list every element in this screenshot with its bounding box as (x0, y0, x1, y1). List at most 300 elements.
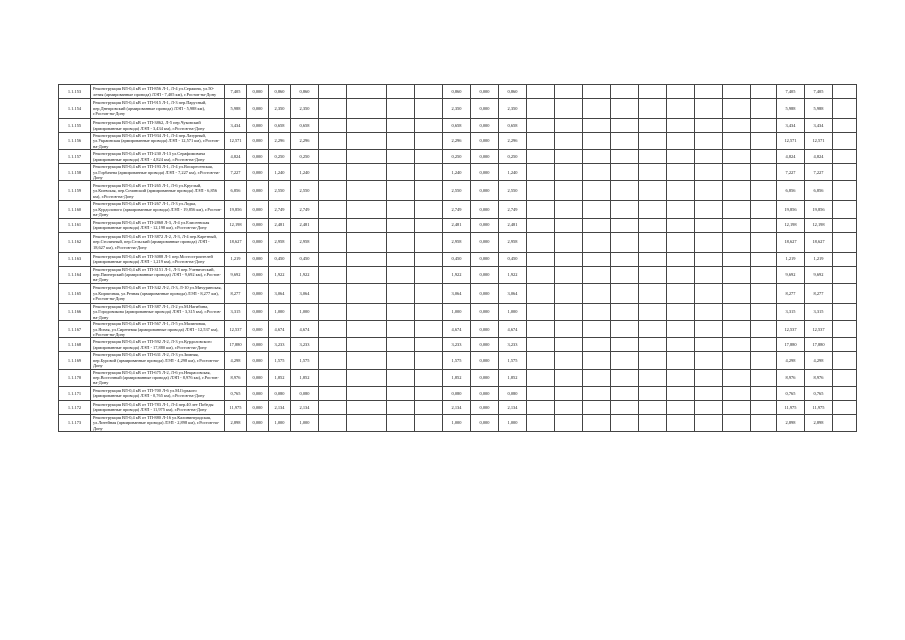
row-number: 1.1.169 (59, 352, 91, 369)
empty-cell (723, 283, 751, 303)
value-cell: 0,000 (247, 252, 269, 266)
empty-cell (527, 133, 555, 150)
empty-cell (415, 164, 443, 181)
empty-cell (555, 181, 583, 201)
empty-cell (751, 181, 777, 201)
empty-cell (387, 352, 415, 369)
empty-cell (695, 266, 723, 283)
value-cell: 0,000 (471, 321, 499, 338)
value-cell: 2,958 (499, 232, 527, 252)
empty-cell (611, 119, 639, 133)
project-name: Реконструкция ВЛ-0,4 кВ от ТП-3151 Л-1, Л-3 пер.Ученический, пер.Пионерский (армированные провода) ЛЭП - 9,692 км), г.Ростов-на-Дону (91, 266, 225, 283)
empty-cell (319, 218, 347, 232)
row-number: 1.1.162 (59, 232, 91, 252)
empty-cell (555, 119, 583, 133)
empty-cell (695, 232, 723, 252)
empty-cell (723, 338, 751, 352)
row-number: 1.1.172 (59, 400, 91, 414)
empty-cell (387, 252, 415, 266)
value-cell: 8,277 (805, 283, 833, 303)
empty-cell (833, 232, 857, 252)
value-cell: 0,000 (247, 266, 269, 283)
empty-cell (667, 85, 695, 99)
empty-cell (723, 133, 751, 150)
empty-cell (639, 266, 667, 283)
empty-cell (319, 119, 347, 133)
row-number: 1.1.156 (59, 133, 91, 150)
empty-cell (695, 338, 723, 352)
empty-cell (667, 99, 695, 119)
empty-cell (555, 352, 583, 369)
empty-cell (667, 164, 695, 181)
empty-cell (387, 218, 415, 232)
empty-cell (387, 283, 415, 303)
value-cell: 11,975 (777, 400, 805, 414)
empty-cell (667, 369, 695, 386)
table-row (59, 85, 857, 99)
row-number: 1.1.168 (59, 338, 91, 352)
row-number: 1.1.170 (59, 369, 91, 386)
empty-cell (751, 303, 777, 320)
empty-cell (319, 133, 347, 150)
empty-cell (833, 321, 857, 338)
empty-cell (833, 85, 857, 99)
value-cell: 3,064 (443, 283, 471, 303)
value-cell: 0,000 (247, 164, 269, 181)
empty-cell (639, 201, 667, 218)
empty-cell (751, 218, 777, 232)
empty-cell (611, 283, 639, 303)
value-cell: 0,000 (471, 99, 499, 119)
value-cell: 1,575 (443, 352, 471, 369)
project-name: Реконструкция ВЛ-0,4 кВ от ТП-265 Л-1, Л-6 ул.Круглый, ул.Киевская, пер.Сочинский (армированные провода) ЛЭП - 6,856 км), г.Ростов-на-Дону (91, 181, 225, 201)
value-cell: 2,958 (291, 232, 319, 252)
empty-cell (667, 201, 695, 218)
value-cell: 0,000 (247, 303, 269, 320)
empty-cell (387, 133, 415, 150)
value-cell: 12,537 (225, 321, 247, 338)
empty-cell (695, 321, 723, 338)
value-cell: 0,658 (443, 119, 471, 133)
project-name: Реконструкция ВЛ-0,4 кВ от ТП-700 Л-6 ул.М.Горького (армированные провода) ЛЭП - 0,765 км), г.Ростов-на-Дону (91, 386, 225, 400)
empty-cell (583, 232, 611, 252)
empty-cell (555, 266, 583, 283)
project-name: Реконструкция ВЛ-0,4 кВ от ТП-342 Л-2, Л-3, Л-10 ул.Мичуринская, ул.Кирпичная, ул.Речная (армированные провода) ЛЭП - 8,277 км), г.Ростов-на-Дону (91, 283, 225, 303)
empty-cell (695, 218, 723, 232)
value-cell: 0,000 (471, 352, 499, 369)
value-cell: 12,198 (777, 218, 805, 232)
table-row (59, 99, 857, 119)
table-row (59, 218, 857, 232)
value-cell: 2,296 (291, 133, 319, 150)
value-cell: 2,350 (443, 99, 471, 119)
value-cell: 2,134 (291, 400, 319, 414)
empty-cell (667, 400, 695, 414)
value-cell: 2,134 (443, 400, 471, 414)
empty-cell (695, 181, 723, 201)
empty-cell (347, 303, 387, 320)
value-cell: 0,000 (471, 400, 499, 414)
value-cell: 0,000 (471, 218, 499, 232)
empty-cell (639, 119, 667, 133)
table-row (59, 352, 857, 369)
value-cell: 0,860 (499, 85, 527, 99)
empty-cell (527, 400, 555, 414)
value-cell: 0,000 (247, 99, 269, 119)
row-number: 1.1.154 (59, 99, 91, 119)
empty-cell (611, 150, 639, 164)
empty-cell (667, 232, 695, 252)
empty-cell (639, 369, 667, 386)
empty-cell (723, 266, 751, 283)
value-cell: 0,000 (471, 232, 499, 252)
empty-cell (639, 338, 667, 352)
value-cell: 1,852 (499, 369, 527, 386)
empty-cell (833, 386, 857, 400)
value-cell: 0,000 (471, 303, 499, 320)
project-name: Реконструкция ВЛ-0,4 кВ от ТП-567 Л-1, Л-5 ул.Малиновая, ул.Ясная, ул.Сиреневая (армированные провода) ЛЭП - 12,537 км), г.Ростов-на-Дону (91, 321, 225, 338)
value-cell: 4,674 (499, 321, 527, 338)
empty-cell (415, 252, 443, 266)
empty-cell (583, 252, 611, 266)
value-cell: 0,250 (291, 150, 319, 164)
empty-cell (319, 232, 347, 252)
value-cell: 0,080 (269, 386, 291, 400)
empty-cell (723, 201, 751, 218)
empty-cell (319, 85, 347, 99)
value-cell: 4,824 (777, 150, 805, 164)
empty-cell (415, 218, 443, 232)
empty-cell (347, 283, 387, 303)
value-cell: 1,240 (291, 164, 319, 181)
table-row (59, 133, 857, 150)
value-cell: 1,240 (499, 164, 527, 181)
table-row (59, 386, 857, 400)
empty-cell (583, 303, 611, 320)
row-number: 1.1.157 (59, 150, 91, 164)
table-row (59, 266, 857, 283)
row-number: 1.1.165 (59, 283, 91, 303)
empty-cell (723, 352, 751, 369)
empty-cell (751, 133, 777, 150)
value-cell: 0,860 (291, 85, 319, 99)
row-number: 1.1.160 (59, 201, 91, 218)
value-cell: 7,405 (805, 85, 833, 99)
empty-cell (723, 414, 751, 431)
empty-cell (611, 252, 639, 266)
value-cell: 2,958 (443, 232, 471, 252)
value-cell: 0,250 (443, 150, 471, 164)
empty-cell (833, 352, 857, 369)
row-number: 1.1.171 (59, 386, 91, 400)
empty-cell (415, 133, 443, 150)
project-name: Реконструкция ВЛ-0,4 кВ от ТП-675 Л-2, Л-6 ул.Некрасовская, пер.Восточный (армированные провода) ЛЭП - 8,976 км), г.Ростов-на-Дону (91, 369, 225, 386)
project-name: Реконструкция ВЛ-0,4 кВ от ТП-3088 Л-1 пер.Мостостроителей (армированные провода) ЛЭП - 1,219 км), г.Ростов-на-Дону (91, 252, 225, 266)
empty-cell (751, 99, 777, 119)
empty-cell (639, 321, 667, 338)
value-cell: 12,571 (805, 133, 833, 150)
empty-cell (319, 414, 347, 431)
value-cell: 2,134 (499, 400, 527, 414)
empty-cell (723, 181, 751, 201)
empty-cell (387, 266, 415, 283)
empty-cell (667, 303, 695, 320)
table-row (59, 119, 857, 133)
value-cell: 0,000 (471, 85, 499, 99)
value-cell: 2,134 (269, 400, 291, 414)
value-cell: 2,481 (443, 218, 471, 232)
value-cell: 4,824 (805, 150, 833, 164)
value-cell: 1,000 (499, 303, 527, 320)
empty-cell (723, 232, 751, 252)
empty-cell (527, 252, 555, 266)
empty-cell (639, 252, 667, 266)
empty-cell (751, 338, 777, 352)
empty-cell (347, 369, 387, 386)
empty-cell (833, 400, 857, 414)
value-cell: 0,000 (471, 133, 499, 150)
empty-cell (319, 352, 347, 369)
value-cell: 0,658 (291, 119, 319, 133)
value-cell: 2,350 (499, 99, 527, 119)
empty-cell (415, 232, 443, 252)
empty-cell (751, 352, 777, 369)
value-cell: 2,481 (269, 218, 291, 232)
empty-cell (833, 283, 857, 303)
empty-cell (723, 369, 751, 386)
empty-cell (387, 85, 415, 99)
value-cell: 1,922 (269, 266, 291, 283)
empty-cell (347, 266, 387, 283)
empty-cell (319, 303, 347, 320)
value-cell: 0,000 (471, 181, 499, 201)
empty-cell (611, 133, 639, 150)
empty-cell (527, 218, 555, 232)
value-cell: 0,000 (247, 386, 269, 400)
empty-cell (347, 252, 387, 266)
empty-cell (611, 400, 639, 414)
value-cell: 1,852 (443, 369, 471, 386)
empty-cell (319, 386, 347, 400)
empty-cell (555, 201, 583, 218)
empty-cell (583, 283, 611, 303)
empty-cell (723, 99, 751, 119)
project-name: Реконструкция ВЛ-0,4 кВ от ТП-856 Л-1, Л-4 ул.Сержина, ул.50-летия (армированные провода) ЛЭП - 7,405 км), г.Ростов-на-Дону (91, 85, 225, 99)
empty-cell (639, 414, 667, 431)
empty-cell (611, 338, 639, 352)
empty-cell (639, 150, 667, 164)
empty-cell (583, 338, 611, 352)
empty-cell (319, 181, 347, 201)
value-cell: 6,856 (805, 181, 833, 201)
empty-cell (833, 133, 857, 150)
value-cell: 2,898 (777, 414, 805, 431)
empty-cell (583, 218, 611, 232)
empty-cell (751, 400, 777, 414)
value-cell: 2,481 (499, 218, 527, 232)
empty-cell (695, 119, 723, 133)
empty-cell (611, 218, 639, 232)
empty-cell (695, 352, 723, 369)
value-cell: 0,000 (247, 321, 269, 338)
empty-cell (639, 164, 667, 181)
value-cell: 19,856 (225, 201, 247, 218)
value-cell: 0,765 (777, 386, 805, 400)
value-cell: 17,880 (777, 338, 805, 352)
empty-cell (387, 414, 415, 431)
empty-cell (583, 85, 611, 99)
table-row (59, 252, 857, 266)
table-row (59, 164, 857, 181)
empty-cell (723, 218, 751, 232)
empty-cell (611, 303, 639, 320)
empty-cell (583, 266, 611, 283)
value-cell: 1,219 (805, 252, 833, 266)
empty-cell (415, 181, 443, 201)
empty-cell (347, 321, 387, 338)
value-cell: 17,880 (225, 338, 247, 352)
empty-cell (667, 283, 695, 303)
empty-cell (723, 400, 751, 414)
empty-cell (319, 99, 347, 119)
empty-cell (667, 119, 695, 133)
empty-cell (611, 266, 639, 283)
project-name: Реконструкция ВЛ-0,4 кВ от ТП-3872 Л-2, Л-3, Л-4 пер.Каретный, пер.Столичный, пер.Сельский (армированные провода) ЛЭП - 18,627 км), г.Ростов-на-Дону (91, 232, 225, 252)
empty-cell (639, 303, 667, 320)
project-name: Реконструкция ВЛ-0,4 кВ от ТП-387 Л-1, Л-2 ул.М.Нагибина, ул.Городовикова (армированные провода) ЛЭП - 3,315 км), г.Ростов-на-Дону (91, 303, 225, 320)
empty-cell (583, 201, 611, 218)
value-cell: 3,315 (777, 303, 805, 320)
value-cell: 0,658 (269, 119, 291, 133)
row-number: 1.1.173 (59, 414, 91, 431)
empty-cell (611, 414, 639, 431)
empty-cell (639, 218, 667, 232)
empty-cell (667, 252, 695, 266)
project-name: Реконструкция ВЛ-0,4 кВ от ТП-783 Л-1, Л-4 пер.40 лет Победы (армированные провода) ЛЭП - 11,975 км), г.Ростов-на-Дону (91, 400, 225, 414)
empty-cell (415, 414, 443, 431)
value-cell: 1,240 (443, 164, 471, 181)
empty-cell (833, 303, 857, 320)
table-row (59, 400, 857, 414)
project-name: Реконструкция ВЛ-0,4 кВ от ТП-592 Л-2, Л-3 ул.Курдоловского (армированные провода) ЛЭП - 17,880 км), г.Ростов-на-Дону (91, 338, 225, 352)
table-row (59, 303, 857, 320)
empty-cell (347, 352, 387, 369)
value-cell: 0,000 (471, 338, 499, 352)
empty-cell (667, 338, 695, 352)
value-cell: 7,405 (225, 85, 247, 99)
value-cell: 1,575 (269, 352, 291, 369)
empty-cell (833, 414, 857, 431)
empty-cell (667, 386, 695, 400)
empty-cell (555, 218, 583, 232)
empty-cell (319, 252, 347, 266)
empty-cell (667, 133, 695, 150)
value-cell: 2,350 (291, 99, 319, 119)
empty-cell (555, 414, 583, 431)
value-cell: 1,219 (225, 252, 247, 266)
value-cell: 0,658 (499, 119, 527, 133)
empty-cell (527, 85, 555, 99)
row-number: 1.1.166 (59, 303, 91, 320)
empty-cell (751, 266, 777, 283)
project-name: Реконструкция ВЛ-0,4 кВ от ТП-915 Л-1, Л-3 пер.Парусный, пер.Днепровский (армированные провода) ЛЭП - 5,988 км), г.Ростов-на-Дону (91, 99, 225, 119)
value-cell: 1,852 (269, 369, 291, 386)
value-cell: 2,898 (225, 414, 247, 431)
empty-cell (667, 266, 695, 283)
empty-cell (387, 303, 415, 320)
value-cell: 1,240 (269, 164, 291, 181)
value-cell: 18,627 (805, 232, 833, 252)
value-cell: 2,898 (805, 414, 833, 431)
value-cell: 3,233 (499, 338, 527, 352)
value-cell: 0,450 (499, 252, 527, 266)
value-cell: 2,550 (499, 181, 527, 201)
value-cell: 0,000 (247, 150, 269, 164)
value-cell: 0,000 (247, 133, 269, 150)
value-cell: 1,000 (443, 303, 471, 320)
empty-cell (833, 119, 857, 133)
empty-cell (751, 150, 777, 164)
empty-cell (415, 201, 443, 218)
empty-cell (751, 252, 777, 266)
empty-cell (527, 386, 555, 400)
value-cell: 0,080 (291, 386, 319, 400)
value-cell: 4,298 (777, 352, 805, 369)
empty-cell (415, 386, 443, 400)
empty-cell (723, 85, 751, 99)
value-cell: 0,250 (269, 150, 291, 164)
empty-cell (555, 386, 583, 400)
empty-cell (347, 181, 387, 201)
table-row (59, 369, 857, 386)
investment-table (58, 84, 857, 432)
empty-cell (583, 386, 611, 400)
value-cell: 6,856 (777, 181, 805, 201)
value-cell: 2,296 (443, 133, 471, 150)
empty-cell (387, 400, 415, 414)
empty-cell (347, 150, 387, 164)
empty-cell (527, 181, 555, 201)
value-cell: 1,000 (291, 414, 319, 431)
empty-cell (723, 386, 751, 400)
empty-cell (611, 352, 639, 369)
empty-cell (695, 99, 723, 119)
empty-cell (751, 164, 777, 181)
project-name: Реконструкция ВЛ-0,4 кВ от ТП-880 Л-16 ул.Калининградская, ул.Литейная (армированные провода) ЛЭП - 2,898 км), г.Ростов-на-Дону (91, 414, 225, 431)
value-cell: 12,537 (805, 321, 833, 338)
empty-cell (667, 181, 695, 201)
row-number: 1.1.158 (59, 164, 91, 181)
value-cell: 1,000 (443, 414, 471, 431)
empty-cell (695, 386, 723, 400)
empty-cell (695, 150, 723, 164)
empty-cell (527, 369, 555, 386)
project-name: Реконструкция ВЛ-0,4 кВ от ТП-3862, Л-5 пер.Чуковский (армированные провода) ЛЭП - 3,434 км), г.Ростов-на-Дону (91, 119, 225, 133)
empty-cell (833, 369, 857, 386)
value-cell: 3,064 (291, 283, 319, 303)
value-cell: 0,000 (471, 369, 499, 386)
empty-cell (695, 133, 723, 150)
empty-cell (611, 369, 639, 386)
empty-cell (751, 85, 777, 99)
empty-cell (347, 133, 387, 150)
value-cell: 2,749 (291, 201, 319, 218)
empty-cell (555, 232, 583, 252)
empty-cell (751, 321, 777, 338)
empty-cell (833, 252, 857, 266)
empty-cell (833, 201, 857, 218)
value-cell: 2,296 (269, 133, 291, 150)
